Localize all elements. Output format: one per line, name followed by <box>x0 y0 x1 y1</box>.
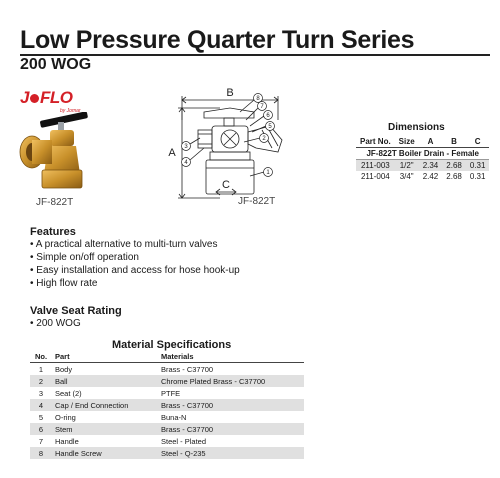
mat-cell: 7 <box>38 436 44 446</box>
dims-cell: 211-004 <box>360 172 390 181</box>
technical-diagram <box>160 86 310 210</box>
valve-seat-value: • 200 WOG <box>30 318 81 329</box>
mat-cell: 3 <box>38 388 44 398</box>
table-row <box>30 375 304 387</box>
dimensions-title: Dimensions <box>388 122 445 133</box>
callout-4: 4 <box>184 160 188 167</box>
callout-7: 7 <box>260 104 264 111</box>
dims-header-b: B <box>442 136 466 148</box>
materials-table <box>30 351 304 459</box>
mat-cell: Body <box>55 364 73 374</box>
materials-title: Material Specifications <box>112 339 232 351</box>
callout-5: 5 <box>268 124 272 131</box>
table-row <box>30 423 304 435</box>
table-row <box>356 160 489 172</box>
mat-cell: 5 <box>38 412 44 422</box>
callout-6: 6 <box>266 113 270 120</box>
mat-cell: Handle <box>55 436 79 446</box>
dims-header-size: Size <box>395 136 419 148</box>
diagram-label: JF-822T <box>238 196 276 207</box>
mat-header-materials: Materials <box>158 351 304 363</box>
dimension-c-label: C <box>222 179 230 191</box>
brand-tagline: by Jomar <box>60 108 81 114</box>
dimension-b-label: B <box>226 87 234 99</box>
dims-header-part-no: Part No. <box>356 136 395 148</box>
mat-cell: 1 <box>38 364 44 374</box>
dims-cell: 2.42 <box>422 172 439 181</box>
mat-cell: Seat (2) <box>55 388 82 398</box>
dims-cell: 2.68 <box>442 160 466 172</box>
dims-cell: 2.34 <box>419 160 443 172</box>
dims-cell: 1/2" <box>395 160 419 172</box>
list-item: • A practical alternative to multi-turn valves <box>30 238 240 251</box>
list-item: • Simple on/off operation <box>30 251 240 264</box>
table-row <box>30 411 304 423</box>
table-row <box>30 387 304 399</box>
mat-cell: Steel - Plated <box>161 436 207 446</box>
valve-seat-heading: Valve Seat Rating <box>30 305 122 317</box>
mat-cell: 6 <box>30 423 52 435</box>
dimension-a-label: A <box>168 147 176 159</box>
mat-cell: Stem <box>52 423 158 435</box>
callout-8: 8 <box>256 96 260 103</box>
table-row <box>30 447 304 459</box>
dims-cell: 0.31 <box>469 172 486 181</box>
mat-cell: Steel - Q-235 <box>158 447 304 459</box>
mat-cell: Ball <box>52 375 158 387</box>
mat-cell: Buna-N <box>161 412 187 422</box>
mat-cell: Handle Screw <box>52 447 158 459</box>
dims-cell: 211-003 <box>356 160 395 172</box>
dims-cell: 3/4" <box>399 172 414 181</box>
page-title: Low Pressure Quarter Turn Series <box>20 26 415 54</box>
dimensions-table <box>356 136 489 182</box>
mat-cell: 8 <box>30 447 52 459</box>
callout-1: 1 <box>266 170 270 177</box>
table-row <box>30 399 304 411</box>
mat-cell: Brass - C37700 <box>158 423 304 435</box>
mat-cell: Chrome Plated Brass - C37700 <box>158 375 304 387</box>
dims-group-label: JF-822T Boiler Drain - Female <box>356 148 489 160</box>
mat-cell: Cap / End Connection <box>52 399 158 411</box>
dims-header-a: A <box>419 136 443 148</box>
table-row <box>30 363 304 376</box>
mat-cell: Brass - C37700 <box>158 399 304 411</box>
list-item: • High flow rate <box>30 277 240 290</box>
callout-3: 3 <box>184 144 188 151</box>
dims-header-c: C <box>466 136 490 148</box>
brand-logo: J FLO <box>20 88 73 107</box>
features-list <box>30 238 240 290</box>
product-photo-label: JF-822T <box>36 197 74 208</box>
mat-header-no: No. <box>30 351 52 363</box>
table-row <box>30 435 304 447</box>
page-subtitle: 200 WOG <box>20 56 92 73</box>
features-heading: Features <box>30 226 76 238</box>
dims-cell: 0.31 <box>466 160 490 172</box>
mat-header-part: Part <box>52 351 158 363</box>
list-item: • Easy installation and access for hose hook-up <box>30 264 240 277</box>
mat-cell: 4 <box>30 399 52 411</box>
callout-2: 2 <box>262 136 266 143</box>
table-row <box>356 171 489 182</box>
mat-cell: 2 <box>30 375 52 387</box>
mat-cell: O-ring <box>55 412 76 422</box>
mat-cell: Brass - C37700 <box>161 364 214 374</box>
mat-cell: PTFE <box>161 388 181 398</box>
product-photo <box>18 112 98 198</box>
dims-cell: 2.68 <box>446 172 462 181</box>
